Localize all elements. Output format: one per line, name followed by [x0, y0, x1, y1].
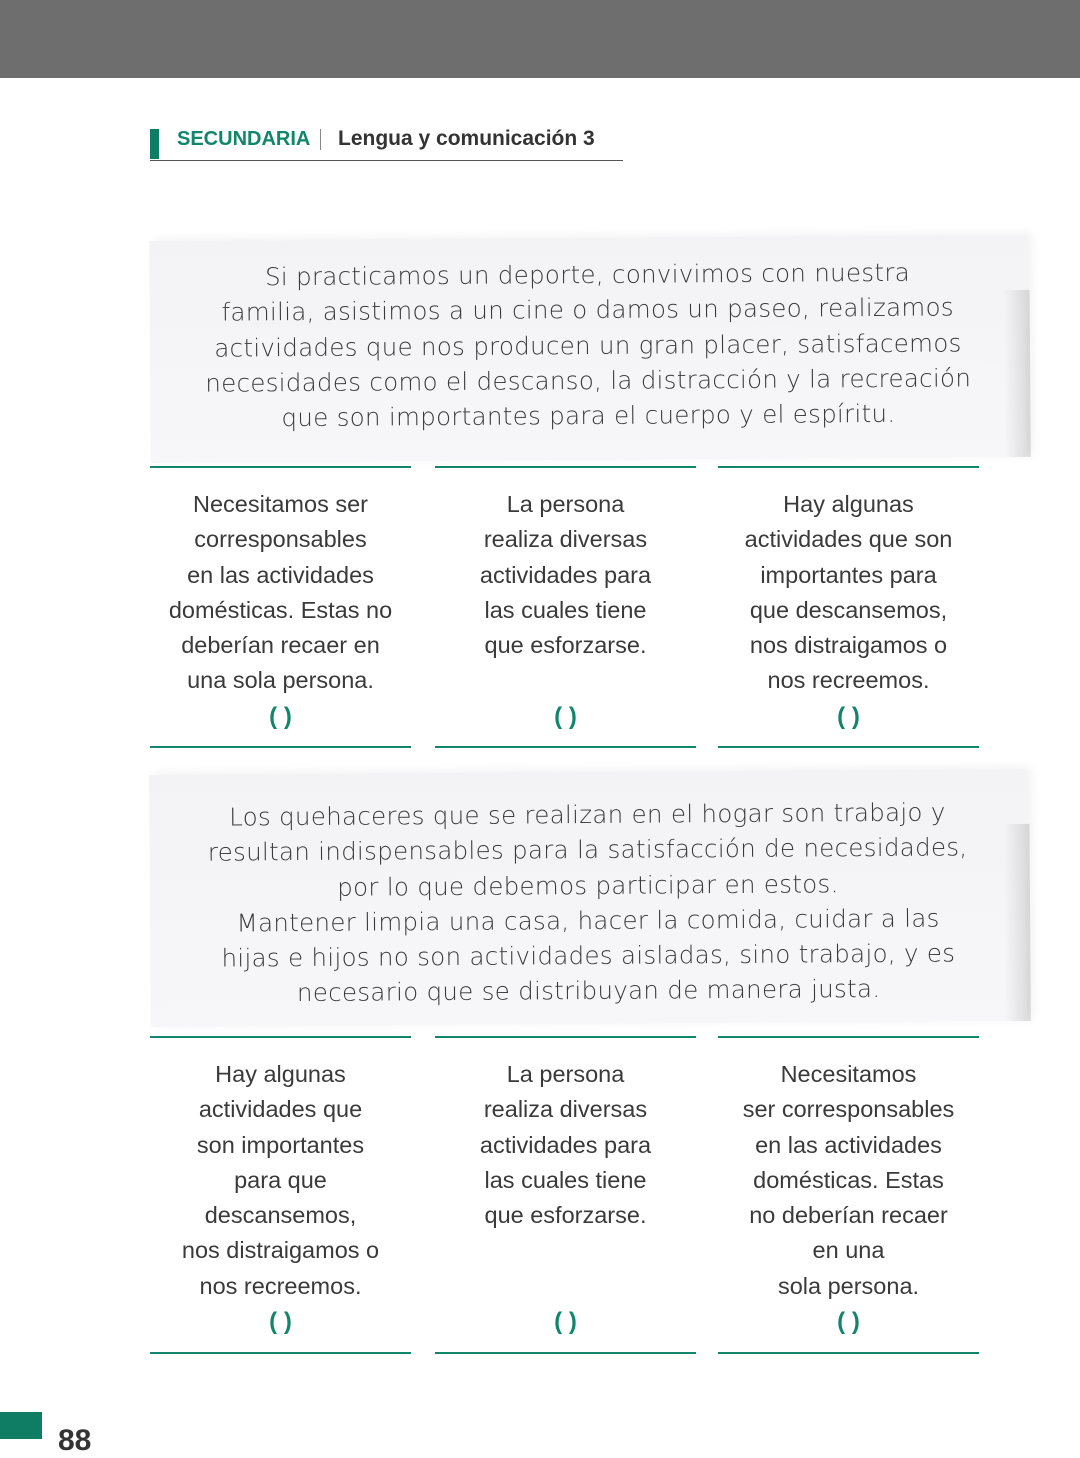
note-line: que son importantes para el cuerpo y el espíritu.	[281, 399, 896, 433]
top-bar	[0, 0, 1080, 78]
header-accent-mark	[150, 129, 159, 159]
option-card	[718, 466, 979, 748]
note-line: Si practicamos un deporte, convivimos con nuestra	[264, 257, 911, 292]
note-line: necesidades como el descanso, la distracción y la recreación	[205, 363, 972, 398]
reading-note-2	[149, 769, 1027, 1027]
note-line: por lo que debemos participar en estos.	[337, 868, 839, 902]
option-text: Hay algunas actividades que son importantes para que descansemos, nos distraigamos o nos recreemos.	[744, 491, 953, 694]
answer-blank[interactable]: ( )	[554, 703, 577, 730]
footer-accent-mark	[0, 1412, 42, 1439]
note-line: actividades que nos producen un gran placer, satisfacemos	[214, 327, 962, 363]
option-text: Hay algunas actividades que son importantes para que descansemos, nos distraigamos o nos recreemos.	[181, 1061, 380, 1299]
option-text: Necesitamos ser corresponsables en las actividades domésticas. Estas no deberían recaer en una sola persona.	[742, 1061, 955, 1299]
reading-note-1	[149, 235, 1027, 463]
answer-blank[interactable]: ( )	[554, 1308, 577, 1335]
note-line: Mantener limpia una casa, hacer la comida, cuidar a las	[236, 903, 940, 938]
option-text: Necesitamos ser corresponsables en las actividades domésticas. Estas no deberían recaer en una sola persona.	[168, 491, 393, 694]
note-line: Los quehaceres que se realizan en el hogar son trabajo y	[229, 797, 946, 832]
note-line: necesario que se distribuyan de manera justa.	[296, 974, 881, 1008]
answer-blank[interactable]: ( )	[269, 703, 292, 730]
page-header	[150, 124, 623, 161]
note-line: familia, asistimos a un cine o damos un paseo, realizamos	[221, 292, 955, 327]
option-text: La persona realiza diversas actividades para las cuales tiene que esforzarse.	[479, 1061, 652, 1229]
answer-blank[interactable]: ( )	[837, 1308, 860, 1335]
option-card	[150, 466, 411, 748]
option-text: La persona realiza diversas actividades para las cuales tiene que esforzarse.	[479, 491, 652, 659]
option-card	[150, 1036, 411, 1354]
note-line: hijas e hijos no son actividades aisladas, sino trabajo, y es	[221, 938, 956, 973]
note-line: resultan indispensables para la satisfacción de necesidades,	[207, 832, 968, 867]
page-number: 88	[58, 1424, 92, 1457]
answer-blank[interactable]: ( )	[837, 703, 860, 730]
series-label: SECUNDARIA	[177, 128, 311, 150]
option-card	[435, 466, 696, 748]
header-separator	[320, 129, 321, 150]
answer-blank[interactable]: ( )	[269, 1308, 292, 1335]
option-card	[718, 1036, 979, 1354]
book-title: Lengua y comunicación 3	[338, 127, 595, 150]
option-card	[435, 1036, 696, 1354]
